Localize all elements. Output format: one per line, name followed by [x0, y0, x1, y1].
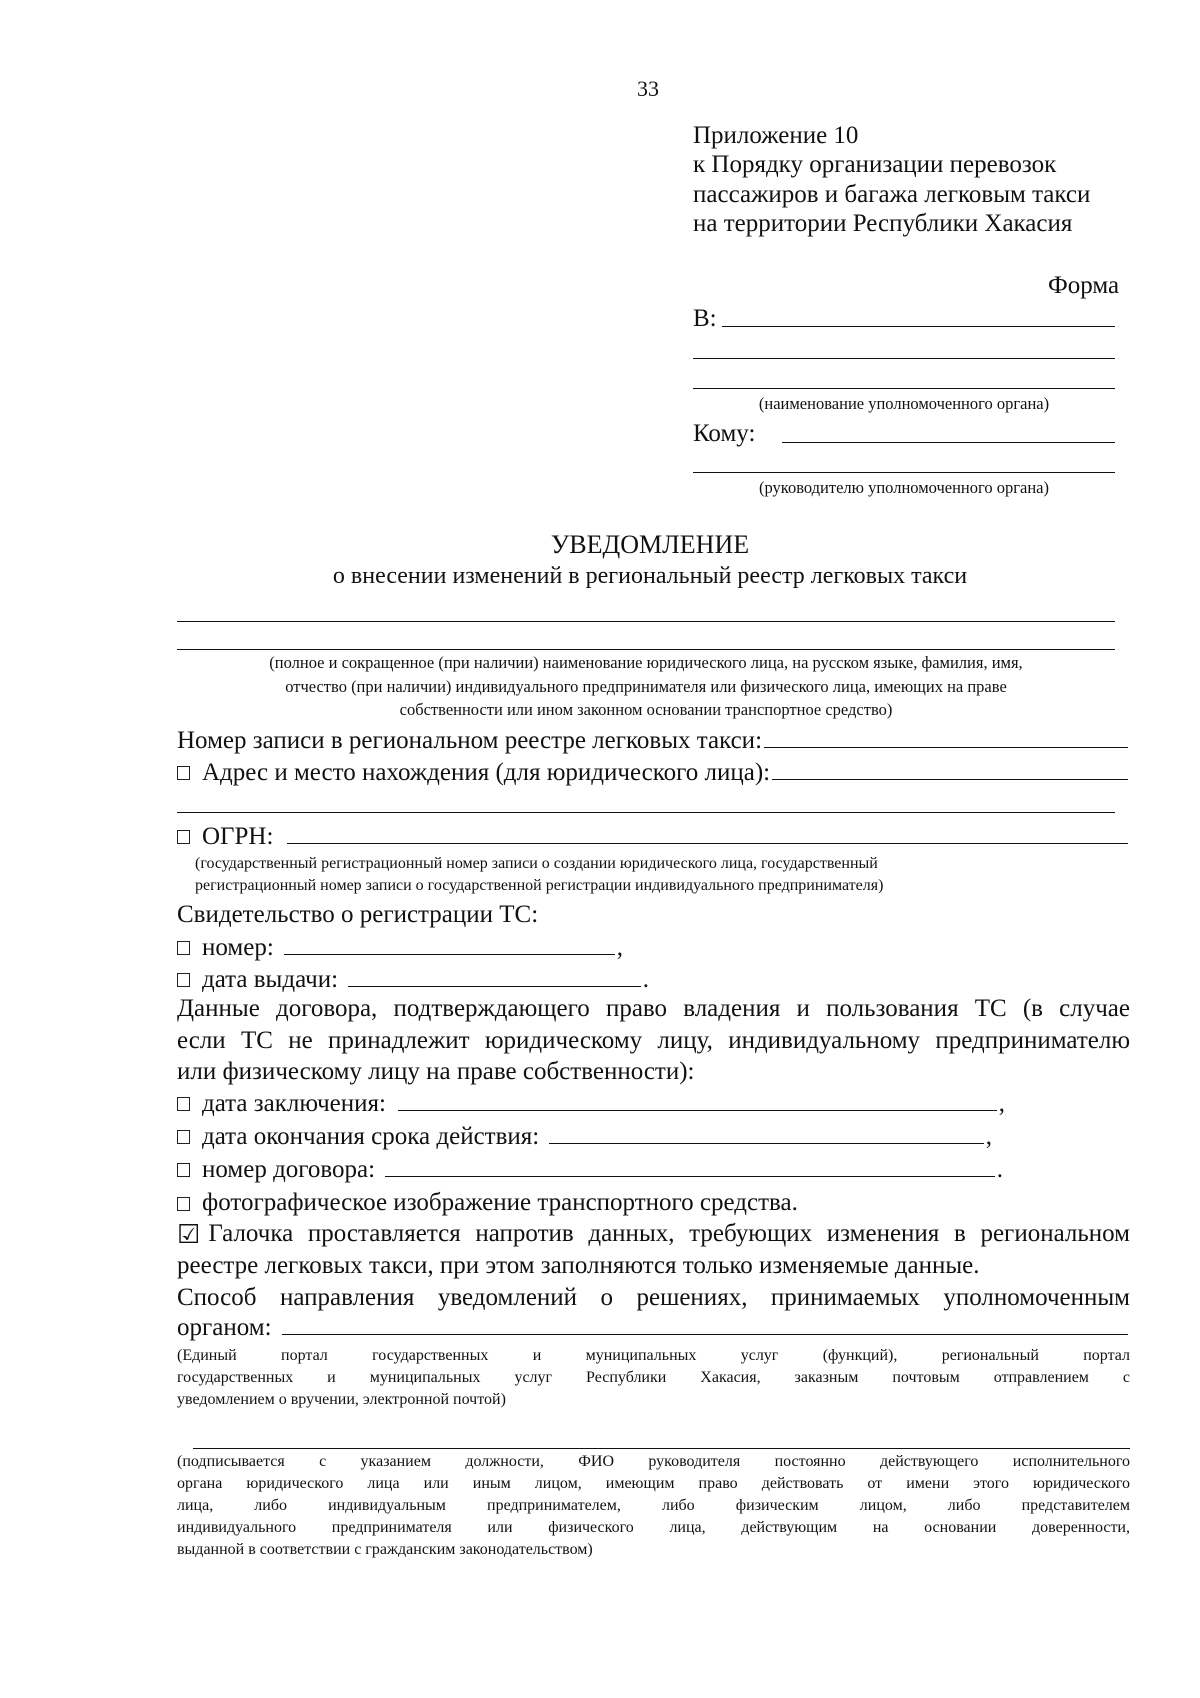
- cert-number-row: [177, 934, 623, 962]
- checkmark-note-line: реестре легковых такси, при этом заполняются только изменяемые данные.: [177, 1252, 980, 1279]
- contract-date-field[interactable]: [398, 1090, 997, 1111]
- cert-date-field[interactable]: [348, 966, 641, 987]
- whom-field[interactable]: [782, 442, 1115, 443]
- contract-number-field[interactable]: [385, 1156, 995, 1177]
- contract-end-field[interactable]: [549, 1123, 984, 1144]
- delivery-caption: (Единый портал государственных и муниципальных услуг (функций), региональный портал: [177, 1347, 1130, 1364]
- head-caption: (руководителю уполномоченного органа): [759, 478, 1049, 497]
- whom-field-line[interactable]: [693, 472, 1115, 473]
- applicant-caption: отчество (при наличии) индивидуального предпринимателя или физического лица, имеющих на праве: [285, 677, 1007, 696]
- appendix-line: к Порядку организации перевозок: [693, 151, 1057, 178]
- authority-caption: (наименование уполномоченного органа): [758, 394, 1050, 413]
- delivery-method-line: Способ направления уведомлений о решениях, принимаемых уполномоченным: [177, 1284, 1130, 1311]
- address-row: [177, 759, 1130, 787]
- contract-end-row: [177, 1123, 992, 1151]
- ogrn-field[interactable]: [287, 823, 1128, 844]
- address-label: Адрес и место нахождения (для юридического лица):: [202, 759, 771, 786]
- punctuation: ,: [985, 1123, 992, 1150]
- contract-number-label: номер договора:: [202, 1156, 376, 1183]
- cert-number-field[interactable]: [284, 934, 615, 955]
- contract-date-label: дата заключения:: [202, 1090, 386, 1117]
- photo-row: [177, 1189, 798, 1217]
- checkmark-note-line: ☑ Галочка проставляется напротив данных, требующих изменения в региональном: [177, 1220, 1130, 1249]
- ogrn-label: ОГРН:: [202, 823, 274, 850]
- document-subtitle: о внесении изменений в региональный реестр легковых такси: [332, 563, 968, 589]
- applicant-field-line[interactable]: [177, 649, 1115, 650]
- photo-checkbox[interactable]: [177, 1197, 190, 1211]
- appendix-title: Приложение 10: [693, 122, 859, 149]
- contract-end-label: дата окончания срока действия:: [202, 1123, 540, 1150]
- delivery-method-label: органом:: [177, 1314, 272, 1341]
- punctuation: ,: [616, 934, 623, 961]
- delivery-caption: государственных и муниципальных услуг Республики Хакасия, заказным почтовым отправлением с: [177, 1369, 1130, 1386]
- contract-end-checkbox[interactable]: [177, 1130, 190, 1144]
- photo-label: фотографическое изображение транспортного средства.: [202, 1189, 798, 1216]
- ogrn-checkbox[interactable]: [177, 830, 190, 844]
- applicant-caption: (полное и сокращенное (при наличии) наименование юридического лица, на русском языке, фамилия, имя,: [269, 653, 1023, 672]
- delivery-method-row: [177, 1314, 1130, 1342]
- appendix-line: на территории Республики Хакасия: [693, 210, 1073, 237]
- signature-caption: лица, либо индивидуальным предпринимателем, либо физическим лицом, либо представителем: [177, 1497, 1130, 1514]
- cert-date-row: [177, 966, 649, 994]
- certificate-label: Свидетельство о регистрации ТС:: [177, 901, 539, 928]
- signature-caption: органа юридического лица или иным лицом, имеющим право действовать от имени этого юридического: [177, 1475, 1130, 1492]
- delivery-caption: уведомлением о вручении, электронной почтой): [177, 1391, 506, 1408]
- registry-record-row: [177, 727, 1130, 755]
- contract-paragraph-line: Данные договора, подтверждающего право владения и пользования ТС (в случае: [177, 995, 1130, 1022]
- authority-field[interactable]: [722, 326, 1115, 327]
- signature-caption: выданной в соответствии с гражданским законодательством): [177, 1541, 593, 1558]
- cert-number-label: номер:: [202, 934, 274, 961]
- authority-field-line[interactable]: [693, 388, 1115, 389]
- contract-paragraph-line: или физическому лицу на праве собственности):: [177, 1058, 695, 1085]
- ogrn-caption: (государственный регистрационный номер записи о создании юридического лица, государственный: [195, 855, 878, 872]
- signature-caption: индивидуального предпринимателя или физического лица, действующим на основании доверенности,: [177, 1519, 1130, 1536]
- applicant-caption: собственности или ином законном основании транспортное средство): [399, 700, 893, 719]
- applicant-field[interactable]: [177, 621, 1115, 622]
- address-checkbox[interactable]: [177, 766, 190, 780]
- cert-date-checkbox[interactable]: [177, 973, 190, 987]
- punctuation: .: [642, 966, 649, 993]
- registry-record-field[interactable]: [764, 727, 1128, 748]
- appendix-line: пассажиров и багажа легковым такси: [693, 181, 1091, 208]
- to-label: В:: [693, 305, 717, 332]
- ogrn-caption: регистрационный номер записи о государственной регистрации индивидуального предпринимателя): [195, 877, 884, 894]
- cert-number-checkbox[interactable]: [177, 941, 190, 955]
- contract-paragraph-line: если ТС не принадлежит юридическому лицу, индивидуальному предпринимателю: [177, 1027, 1130, 1054]
- address-field[interactable]: [772, 759, 1128, 780]
- punctuation: .: [996, 1156, 1003, 1183]
- authority-field-line[interactable]: [693, 358, 1115, 359]
- signature-field[interactable]: [193, 1448, 1130, 1449]
- document-title: УВЕДОМЛЕНИЕ: [550, 530, 750, 559]
- delivery-method-field[interactable]: [282, 1314, 1128, 1335]
- contract-number-row: [177, 1156, 1003, 1184]
- whom-label: Кому:: [693, 420, 756, 447]
- punctuation: ,: [998, 1090, 1005, 1117]
- contract-date-checkbox[interactable]: [177, 1097, 190, 1111]
- checked-box-icon: ☑: [177, 1220, 201, 1249]
- cert-date-label: дата выдачи:: [202, 966, 339, 993]
- form-label: Форма: [1048, 272, 1120, 299]
- registry-record-label: Номер записи в региональном реестре легковых такси:: [177, 727, 763, 754]
- contract-date-row: [177, 1090, 1005, 1118]
- contract-number-checkbox[interactable]: [177, 1163, 190, 1177]
- page-number: 33: [637, 76, 659, 101]
- address-field-line[interactable]: [177, 812, 1115, 813]
- signature-caption: (подписывается с указанием должности, ФИО руководителя постоянно действующего исполнительного: [177, 1453, 1130, 1470]
- ogrn-row: [177, 823, 1130, 851]
